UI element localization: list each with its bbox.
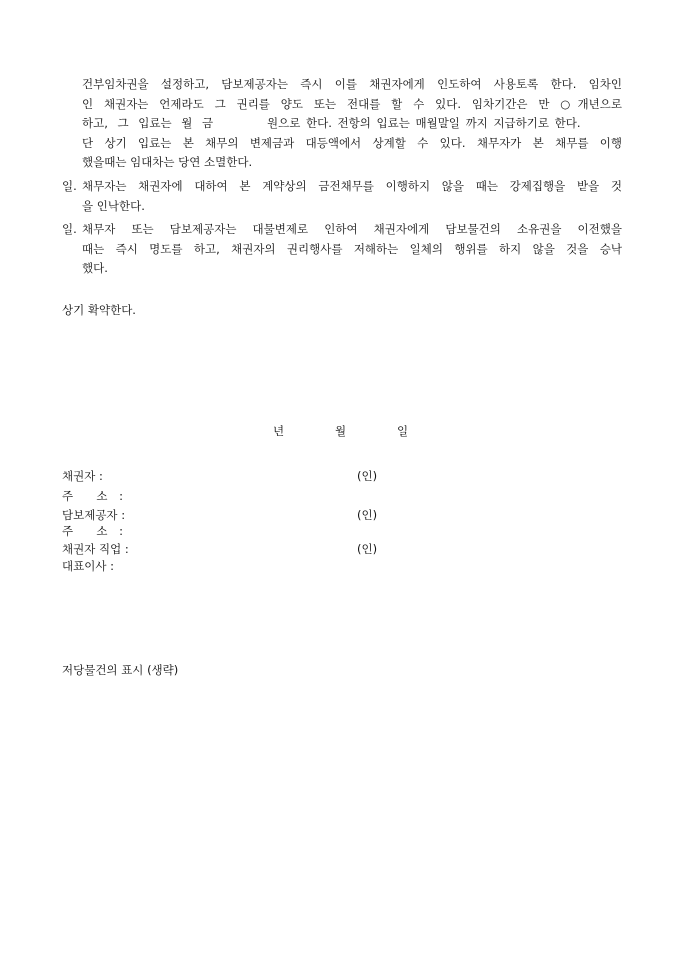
date-month: 월: [335, 424, 347, 438]
date-year: 년: [273, 424, 285, 438]
lease-line-1: 건부임차권을 설정하고, 담보제공자는 즉시 이를 채권자에게 인도하여 사용토록 한다. 임차인: [82, 77, 622, 91]
clause-line: 때는 즉시 명도를 하고, 채권자의 권리행사를 저해하는 일체의 행위를 하지 않을 것을 승낙: [82, 241, 622, 256]
collateral-description-note: 저당물건의 표시 (생략): [62, 663, 179, 677]
guarantor-address-label: 주 소 :: [62, 524, 124, 538]
clause-marker: 일.: [62, 179, 77, 193]
creditor-seal: (인): [357, 469, 378, 483]
lease-paragraph: [82, 75, 622, 173]
lease-line-2: 인 채권자는 언제라도 그 권리를 양도 또는 전대를 할 수 있다. 임차기간은 만 ○개년으로: [82, 96, 622, 111]
creditor-address-label: 주 소 :: [62, 489, 124, 503]
clause-line: 채무자는 채권자에 대하여 본 계약상의 금전채무를 이행하지 않을 때는 강제집행을 받을 것: [82, 179, 622, 193]
lease-line-5: 했을때는 임대차는 당연 소멸한다.: [82, 155, 253, 170]
lease-line-3-part1: 하고, 그 입료는 월 금: [82, 116, 214, 131]
clause-line: 을 인낙한다.: [82, 198, 145, 213]
creditor-occupation-label: 채권자 직업 :: [62, 542, 129, 556]
creditor-occupation-seal: (인): [357, 542, 378, 556]
lease-line-3-part2: 원으로 한다. 전항의 입료는 매월말일 까지 지급하기로 한다.: [267, 116, 581, 131]
lease-line-4: 단 상기 입료는 본 채무의 변제금과 대등액에서 상계할 수 있다. 채무자가 본 채무를 이행: [82, 135, 622, 150]
guarantor-label: 담보제공자 :: [62, 508, 126, 522]
creditor-label: 채권자 :: [62, 469, 103, 483]
clause-marker: 일.: [62, 222, 77, 236]
clause-line: 했다.: [82, 261, 108, 276]
clause-line: 채무자 또는 담보제공자는 대물변제로 인하여 채권자에게 담보물건의 소유권을 이전했을: [82, 222, 622, 236]
representative-label: 대표이사 :: [62, 559, 114, 573]
closing-statement: 상기 확약한다.: [62, 303, 136, 317]
clause-enforcement: [62, 177, 622, 216]
guarantor-seal: (인): [357, 508, 378, 522]
date-day: 일: [397, 424, 409, 438]
lease-line-3: [82, 114, 622, 134]
clause-substitute-performance: [62, 220, 622, 279]
